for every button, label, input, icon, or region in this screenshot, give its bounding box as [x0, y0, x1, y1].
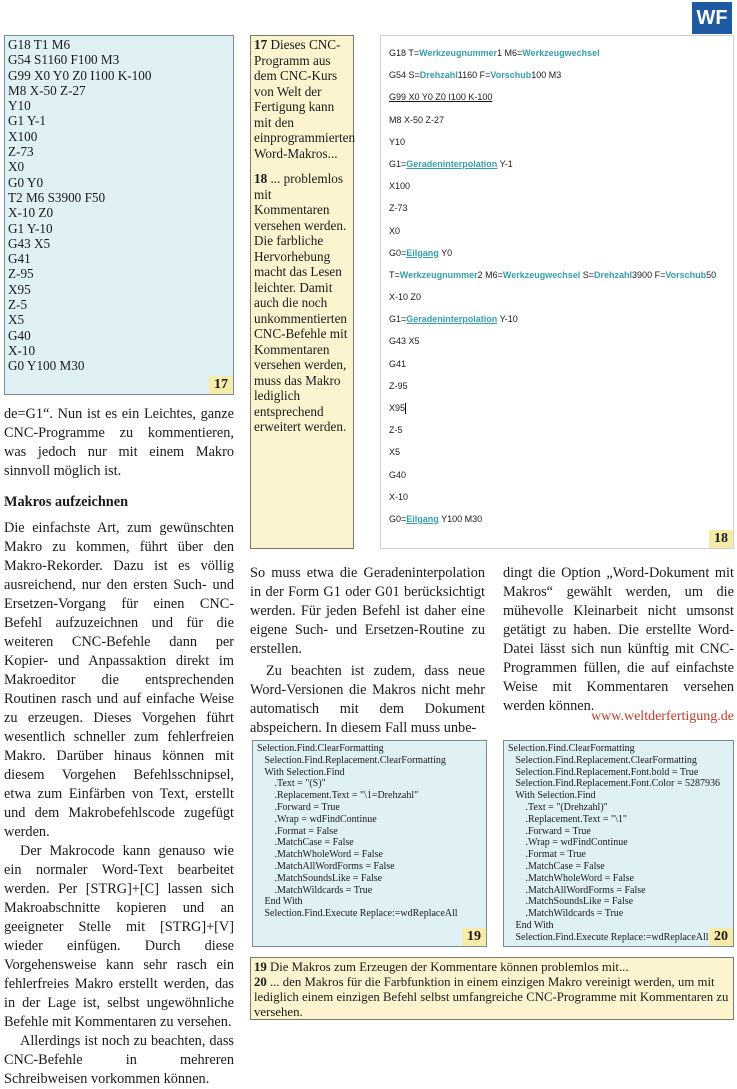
- code-line: G1=Geradeninterpolation Y-10: [389, 314, 518, 325]
- paragraph: dingt die Option „Word-Dokument mit Makros“ gewählt werden, um die mühevolle Kleinarbeit nicht umsonst getätigt zu haben. Die erstellte Word-Datei lässt sich nun künftig mit CNC-Programmen füllen, die auf einfachste Weise mit Kommentaren versehen werden können.: [503, 565, 734, 714]
- code-line: .MatchSoundsLike = False: [257, 872, 383, 884]
- code-line: Z-5: [389, 425, 403, 436]
- code-line: G99 X0 Y0 Z0 I100 K-100: [8, 67, 152, 83]
- code-line: With Selection.Find: [508, 790, 596, 802]
- code-line: .MatchSoundsLike = False: [508, 896, 634, 908]
- code-line: Z-95: [389, 380, 408, 391]
- code-line: X0: [8, 159, 25, 175]
- code-line: .MatchWholeWord = False: [508, 872, 634, 884]
- code-line: G18 T1 M6: [8, 37, 71, 52]
- code-line: G0=Eilgang Y0: [389, 247, 453, 258]
- code-line: .Text = "(Drehzahl)": [508, 801, 608, 813]
- code-line: .MatchAllWordForms = False: [257, 860, 395, 872]
- macro-code-listing: [504, 741, 733, 944]
- code-line: Z-73: [8, 144, 34, 160]
- code-line: T=Werkzeugnummer2 M6=Werkzeugwechsel S=Drehzahl3900 F=Vorschub50: [389, 269, 717, 280]
- code-line: X-10: [8, 342, 36, 358]
- code-line: G1 Y-10: [8, 220, 53, 236]
- code-line: Z-5: [8, 297, 28, 313]
- code-line: G1 Y-1: [8, 113, 46, 129]
- code-line: With Selection.Find: [257, 766, 345, 778]
- code-line: .Wrap = wdFindContinue: [508, 837, 628, 849]
- figure-19-macro-code: [252, 740, 487, 947]
- code-line: .MatchCase = False: [257, 837, 354, 849]
- caption-17: 17 Dieses CNC-Programm aus dem CNC-Kurs von Welt der Fertigung kann mit den einprogrammierten Word-Makros...: [254, 37, 356, 161]
- code-line: G99 X0 Y0 Z0 I100 K-100: [389, 92, 493, 103]
- caption-20: 20 ... den Makros für die Farbfunktion in einem einzigen Makro vereinigt werden, um mit lediglich einem einzigen Befehl selbst umfangreiche CNC-Programme mit Kommentaren zu versehen.: [254, 975, 729, 1019]
- right-column-text: [503, 564, 734, 716]
- caption-19: 19 Die Makros zum Erzeugen der Kommentare können problemlos mit...: [254, 960, 629, 974]
- code-line: G41: [8, 251, 31, 267]
- code-line: X100: [389, 181, 411, 192]
- code-line: X-10 Z0: [389, 292, 422, 303]
- code-line: .MatchWholeWord = False: [257, 849, 383, 861]
- code-line: X95: [8, 281, 31, 297]
- code-line: Selection.Find.Execute Replace:=wdReplaceAll: [257, 908, 458, 920]
- code-line: G40: [8, 327, 31, 343]
- code-line: G0=Eilgang Y100 M30: [389, 513, 483, 524]
- figure-number-19: 19: [462, 928, 486, 946]
- code-line: .Replacement.Text = "\1": [508, 813, 627, 825]
- code-line: End With: [257, 896, 303, 908]
- commented-code-listing: [381, 36, 733, 530]
- code-line: X-10: [389, 491, 409, 502]
- code-line: .MatchCase = False: [508, 860, 605, 872]
- code-line: G0 Y0: [8, 174, 44, 190]
- code-line: X95: [389, 403, 406, 413]
- wf-logo: WF: [692, 2, 732, 34]
- code-line: X-10 Z0: [8, 205, 54, 221]
- figure-caption-17-18: [250, 35, 354, 549]
- code-line: Selection.Find.ClearFormatting: [508, 743, 635, 754]
- code-line: .Forward = True: [257, 801, 340, 813]
- code-line: Selection.Find.Replacement.Font.bold = True: [508, 766, 699, 778]
- code-line: Selection.Find.Execute Replace:=wdReplaceAll: [508, 931, 709, 943]
- code-line: G1=Geradeninterpolation Y-1: [389, 158, 513, 169]
- code-line: X5: [389, 447, 401, 458]
- paragraph: Zu beachten ist zudem, dass neue Word-Versionen die Makros nicht mehr automatisch mit dem Dokument abspeichern. In diesem Fall muss unbe-: [250, 663, 485, 736]
- cnc-code-listing: [5, 36, 233, 375]
- paragraph: Allerdings ist noch zu beachten, dass CNC-Befehle in mehreren Schreibweisen vorkommen können.: [4, 1033, 234, 1087]
- code-line: X5: [8, 312, 25, 328]
- paragraph: So muss etwa die Geradeninterpolation in der Form G1 oder G01 berücksichtigt werden. Für jeden Befehl ist daher eine eigene Such- und Ersetzen-Routine zu erstellen.: [250, 565, 485, 657]
- section-heading: Makros aufzeichnen: [4, 494, 129, 510]
- code-line: X0: [389, 225, 401, 236]
- code-line: .MatchAllWordForms = False: [508, 884, 646, 896]
- code-line: G43 X5: [389, 336, 420, 347]
- figure-20-macro-code: [503, 740, 734, 947]
- code-line: .MatchWildcards = True: [257, 884, 373, 896]
- code-line: T2 M6 S3900 F50: [8, 189, 106, 205]
- middle-column-text: [250, 564, 485, 738]
- left-column-text: [4, 405, 234, 1089]
- code-line: .Replacement.Text = "\1=Drehzahl": [257, 790, 419, 802]
- figure-number-20: 20: [709, 928, 733, 946]
- code-line: .Forward = True: [508, 825, 591, 837]
- code-line: G0 Y100 M30: [8, 358, 85, 374]
- code-line: .Format = True: [508, 849, 586, 861]
- code-line: .MatchWildcards = True: [508, 908, 624, 920]
- code-line: Z-73: [389, 203, 408, 214]
- code-line: M8 X-50 Z-27: [389, 114, 445, 125]
- macro-code-listing: [253, 741, 486, 920]
- code-line: Selection.Find.Replacement.ClearFormatting: [508, 754, 697, 766]
- code-line: .Text = "(S)": [257, 778, 326, 790]
- code-line: G40: [389, 469, 407, 480]
- figure-18-commented-program: [380, 35, 734, 549]
- code-line: Y10: [8, 98, 31, 114]
- figure-number-18: 18: [709, 530, 733, 548]
- code-line: Z-95: [8, 266, 34, 282]
- website-link[interactable]: www.weltderfertigung.de: [591, 709, 734, 724]
- code-line: Selection.Find.Replacement.ClearFormatting: [257, 754, 446, 766]
- code-line: Y10: [389, 136, 406, 147]
- caption-18: 18 ... problemlos mit Kommentaren versehen werden. Die farbliche Hervorhebung macht das Lesen leichter. Damit auch die noch unkommentierten CNC-Befehle mit Kommentaren versehen werden, muss das Makro lediglich entsprechend erweitert werden.: [254, 171, 348, 434]
- paragraph: Der Makrocode kann genauso wie ein normaler Word-Text bearbeitet werden. Per [STRG]+[C] lassen sich Makroabschnitte kopieren und an geeigneter Stelle mit [STRG]+[V] wieder einfügen. Durch diese Vorgehensweise kann sehr rasch ein fehlerfreies Makro erstellt werden, das in der Lage ist, selbst ungewöhnliche Befehle mit Kommentaren zu versehen.: [4, 843, 234, 1030]
- code-line: G54 S1160 F100 M3: [8, 52, 120, 68]
- figure-17-cnc-program: [4, 35, 234, 395]
- code-line: Selection.Find.ClearFormatting: [257, 743, 384, 754]
- paragraph: Die einfachste Art, zum gewünschten Makro zu kommen, führt über den Makro-Rekorder. Dazu ist es völlig ausreichend, nur den ersten Such- und Ersetzen-Vorgang für einen CNC-Befehl aufzuzeichnen und für die weiteren CNC-Befehle dann per Kopier- und Anpassaktion direkt im Makroeditor die entsprechenden Routinen rasch und auf einfache Weise zu erzeugen. Dieses Vorgehen führt wesentlich schneller zum fehlerfreien Makro. Darüber hinaus können mit diesem Vorgehen Befehlsschnipsel, etwa zum Einfärben von Text, erstellt und dem Makrobefehlscode zugefügt werden.: [4, 520, 234, 840]
- code-line: G18 T=Werkzeugnummer1 M6=Werkzeugwechsel: [389, 48, 600, 58]
- code-line: G41: [389, 358, 407, 369]
- code-line: G54 S=Drehzahl1160 F=Vorschub100 M3: [389, 70, 562, 81]
- text-cursor: [405, 403, 406, 414]
- code-line: .Wrap = wdFindContinue: [257, 813, 377, 825]
- code-line: M8 X-50 Z-27: [8, 82, 86, 98]
- code-line: X100: [8, 128, 38, 144]
- figure-caption-19-20: [250, 957, 734, 1020]
- paragraph: de=G1“. Nun ist es ein Leichtes, ganze CNC-Programme zu kommentieren, was jedoch nur mit einem Makro sinnvoll möglich ist.: [4, 406, 234, 479]
- code-line: .Format = False: [257, 825, 338, 837]
- code-line: End With: [508, 919, 554, 931]
- code-line: Selection.Find.Replacement.Font.Color = 5287936: [508, 778, 721, 790]
- figure-number-17: 17: [209, 376, 233, 394]
- code-line: G43 X5: [8, 235, 51, 251]
